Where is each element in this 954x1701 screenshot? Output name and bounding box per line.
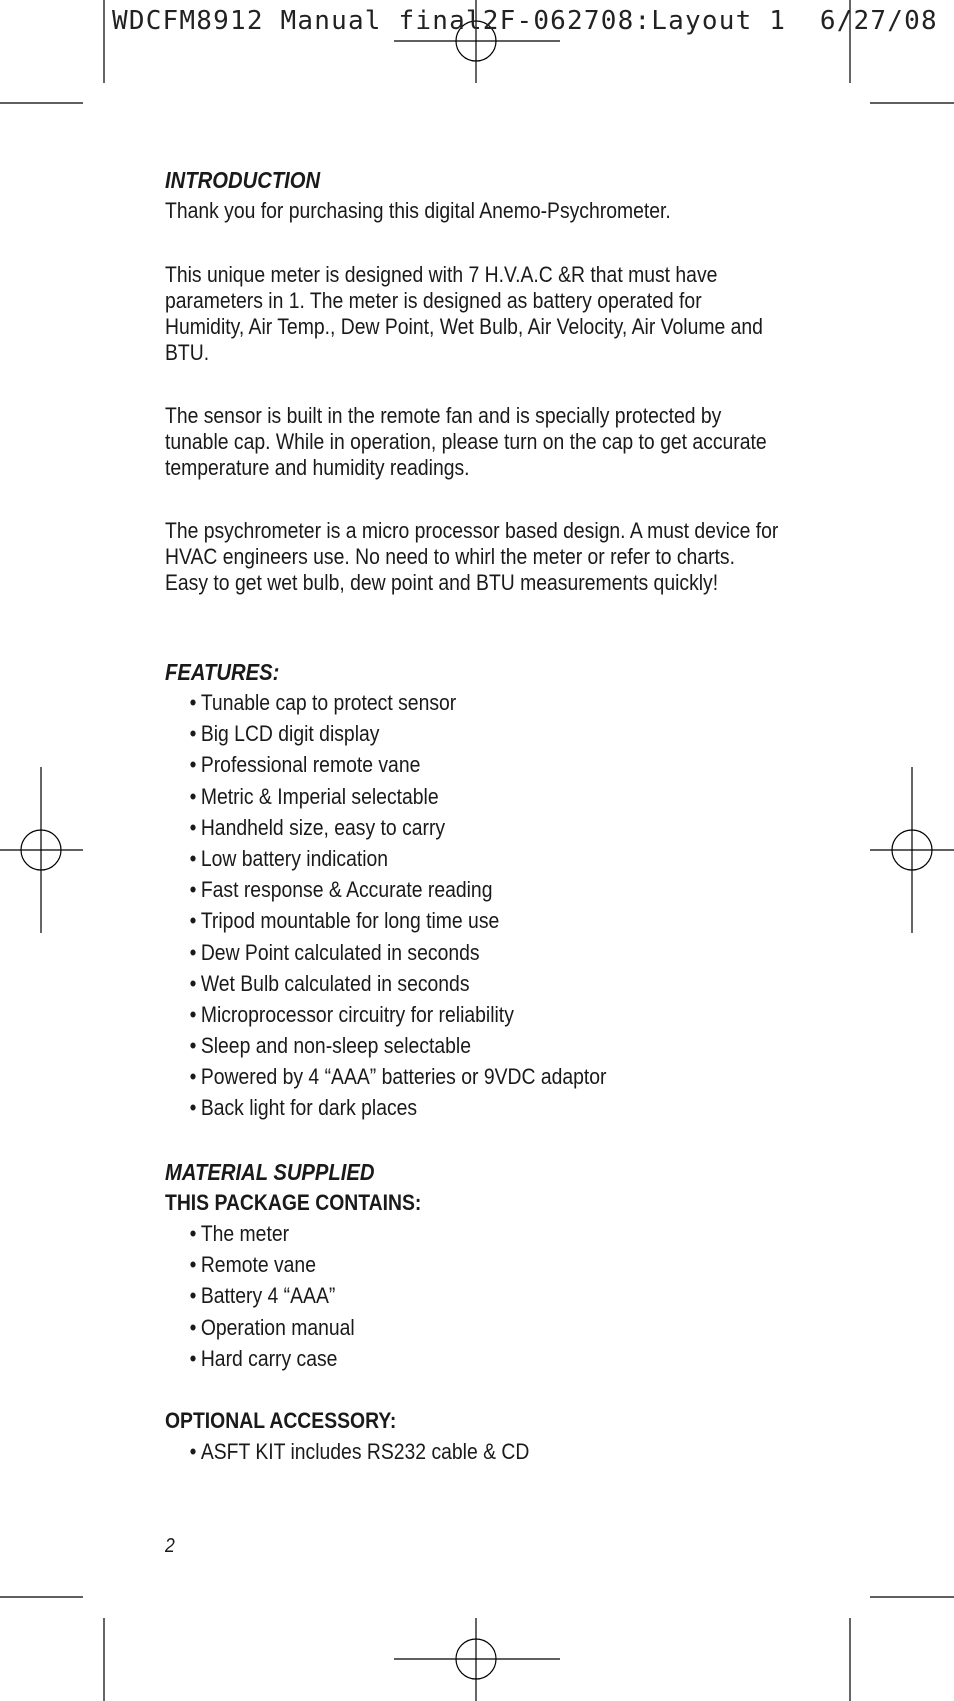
package-item: • Battery 4 “AAA” xyxy=(190,1283,355,1314)
page-number: 2 xyxy=(165,1535,175,1557)
feature-item: • Powered by 4 “AAA” batteries or 9VDC adaptor xyxy=(190,1064,607,1095)
feature-item: • Fast response & Accurate reading xyxy=(190,877,607,908)
feature-item: • Back light for dark places xyxy=(190,1095,607,1126)
features-list xyxy=(190,690,607,1127)
package-item: • Operation manual xyxy=(190,1315,355,1346)
feature-item: • Metric & Imperial selectable xyxy=(190,784,607,815)
features-heading: FEATURES: xyxy=(165,659,280,685)
accessory-item: • ASFT KIT includes RS232 cable & CD xyxy=(190,1439,530,1470)
package-item: • The meter xyxy=(190,1221,355,1252)
intro-paragraph-2: This unique meter is designed with 7 H.V.A.C &R that must have parameters in 1. The meter is designed as battery operated for Humidity, Air Temp., Dew Point, Wet Bulb, Air Velocity, Air Volume and BTU. xyxy=(165,262,763,365)
package-list xyxy=(190,1221,355,1377)
feature-item: • Dew Point calculated in seconds xyxy=(190,940,607,971)
feature-item: • Tripod mountable for long time use xyxy=(190,908,607,939)
feature-item: • Microprocessor circuitry for reliability xyxy=(190,1002,607,1033)
slug-line: WDCFM8912 Manual final2F-062708:Layout 1 6/27/08 xyxy=(112,6,938,36)
feature-item: • Professional remote vane xyxy=(190,752,607,783)
optional-accessory-heading: OPTIONAL ACCESSORY: xyxy=(165,1408,397,1433)
feature-item: • Wet Bulb calculated in seconds xyxy=(190,971,607,1002)
optional-accessory-list xyxy=(190,1439,530,1470)
introduction-heading: INTRODUCTION xyxy=(165,167,321,193)
intro-paragraph-3: The sensor is built in the remote fan and is specially protected by tunable cap. While in operation, please turn on the cap to get accurate temperature and humidity readings. xyxy=(165,403,767,480)
intro-paragraph-4: The psychrometer is a micro processor based design. A must device for HVAC engineers use. No need to whirl the meter or refer to charts. Easy to get wet bulb, dew point and BTU measurements quickly! xyxy=(165,518,779,595)
material-heading: MATERIAL SUPPLIED xyxy=(165,1159,375,1185)
package-item: • Hard carry case xyxy=(190,1346,355,1377)
feature-item: • Sleep and non-sleep selectable xyxy=(190,1033,607,1064)
feature-item: • Handheld size, easy to carry xyxy=(190,815,607,846)
feature-item: • Big LCD digit display xyxy=(190,721,607,752)
intro-paragraph-1: Thank you for purchasing this digital Anemo-Psychrometer. xyxy=(165,198,671,223)
feature-item: • Low battery indication xyxy=(190,846,607,877)
package-item: • Remote vane xyxy=(190,1252,355,1283)
package-contains-subheading: THIS PACKAGE CONTAINS: xyxy=(165,1190,422,1215)
feature-item: • Tunable cap to protect sensor xyxy=(190,690,607,721)
